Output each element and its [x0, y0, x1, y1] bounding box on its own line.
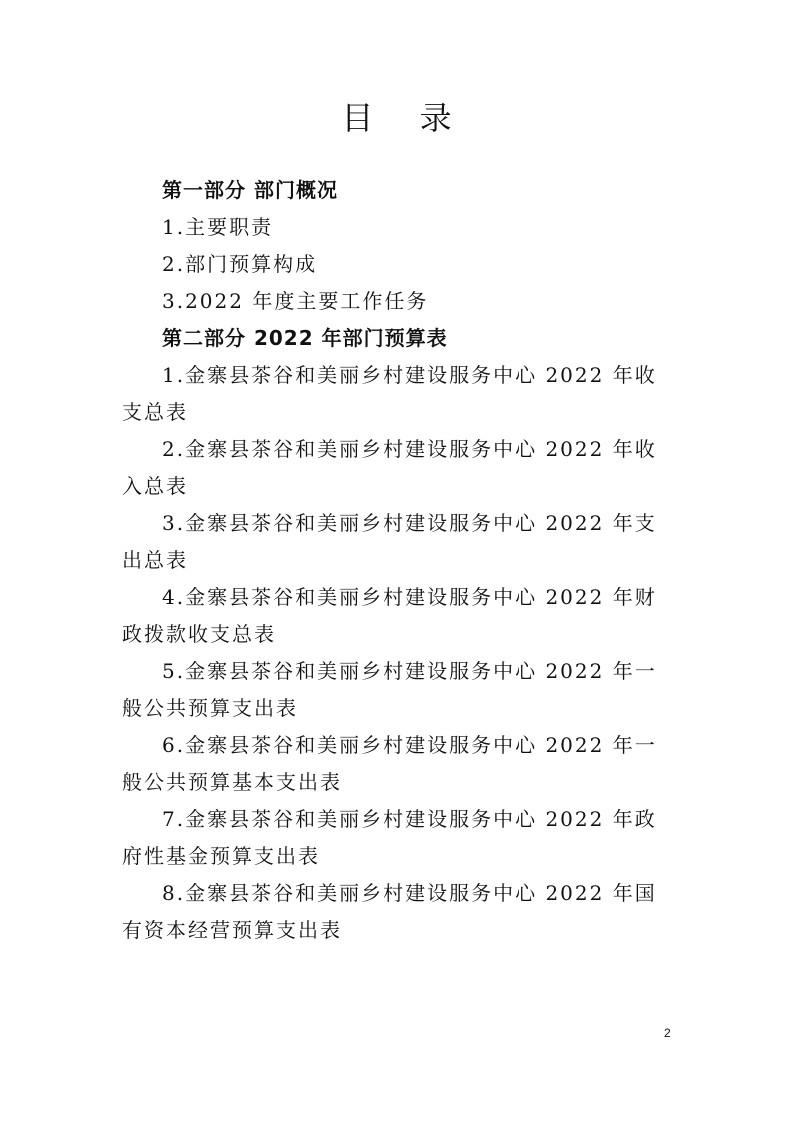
toc-item: 2.部门预算构成: [162, 252, 318, 276]
toc-item: 4.金寨县茶谷和美丽乡村建设服务中心 2022 年财政拨款收支总表: [122, 585, 657, 646]
page-title: 目 录: [341, 99, 470, 137]
toc-item: 1.主要职责: [162, 215, 274, 239]
toc-item: 6.金寨县茶谷和美丽乡村建设服务中心 2022 年一般公共预算基本支出表: [122, 733, 657, 794]
toc-item: 3.金寨县茶谷和美丽乡村建设服务中心 2022 年支出总表: [122, 511, 657, 572]
toc-item: 5.金寨县茶谷和美丽乡村建设服务中心 2022 年一般公共预算支出表: [122, 659, 657, 720]
toc-part-1-heading: 第一部分 部门概况: [162, 178, 338, 202]
table-of-contents: [122, 172, 670, 949]
toc-item: 7.金寨县茶谷和美丽乡村建设服务中心 2022 年政府性基金预算支出表: [122, 807, 657, 868]
toc-item: 8.金寨县茶谷和美丽乡村建设服务中心 2022 年国有资本经营预算支出表: [122, 881, 657, 942]
page-number: 2: [664, 1026, 671, 1040]
toc-part-2-heading: 第二部分 2022 年部门预算表: [162, 326, 448, 350]
toc-item: 3.2022 年度主要工作任务: [162, 289, 429, 313]
toc-item: 1.金寨县茶谷和美丽乡村建设服务中心 2022 年收支总表: [122, 363, 657, 424]
toc-item: 2.金寨县茶谷和美丽乡村建设服务中心 2022 年收入总表: [122, 437, 657, 498]
